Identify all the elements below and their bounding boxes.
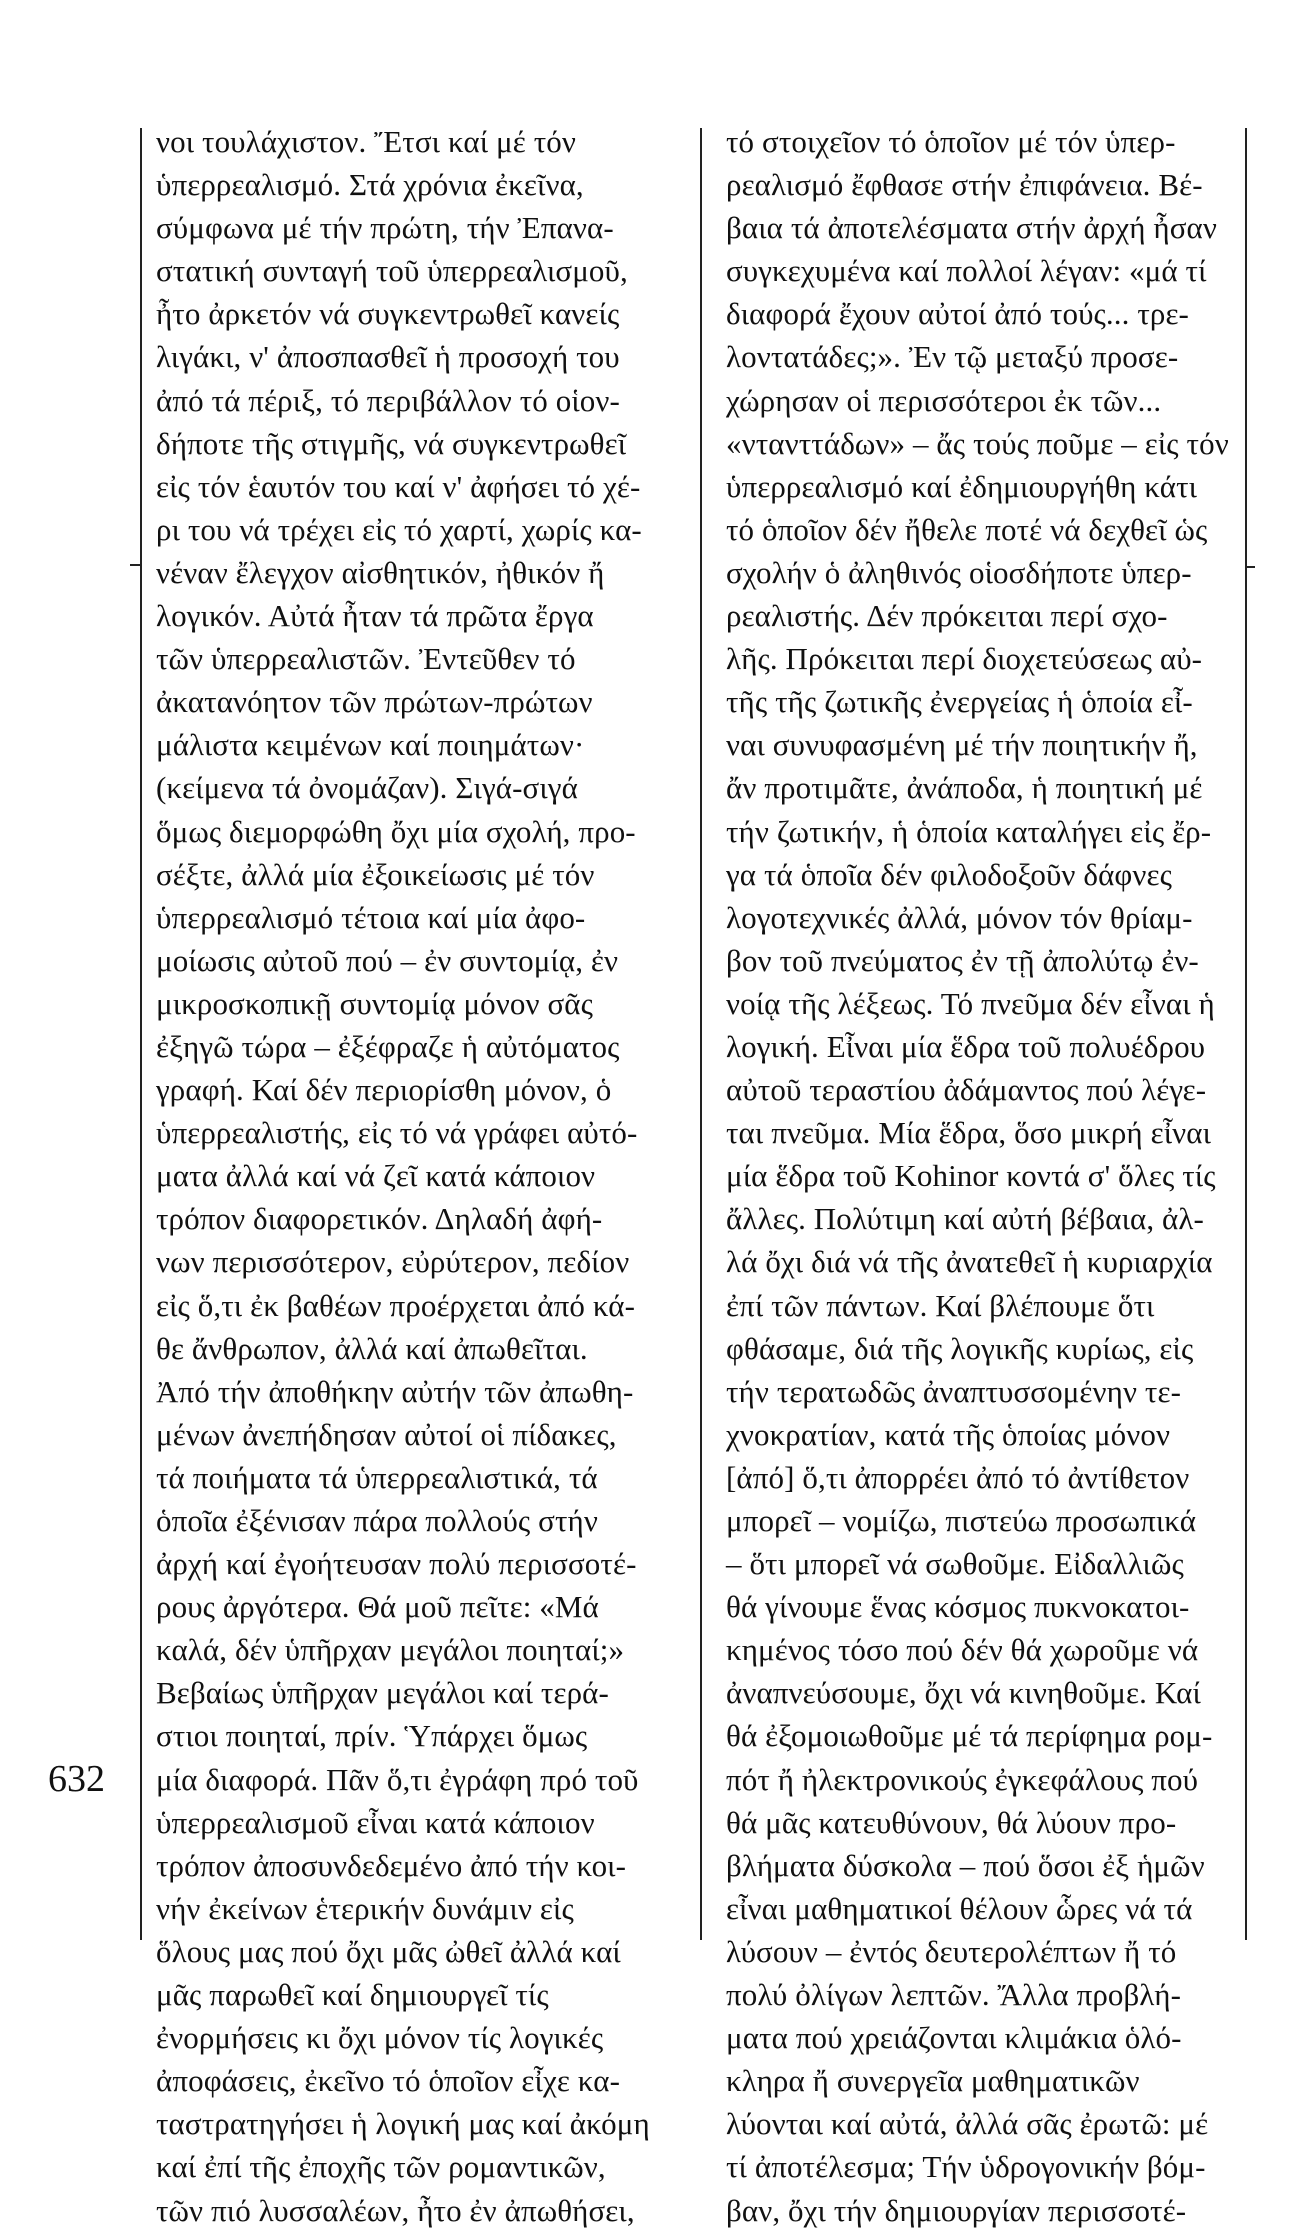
text-line: ρεαλισμό ἔφθασε στήν ἐπιφάνεια. Βέ- — [726, 167, 1203, 203]
text-line: ματα πού χρειάζονται κλιμάκια ὁλό- — [726, 2020, 1182, 2056]
text-line: γα τά ὁποῖα δέν φιλοδοξοῦν δάφνες — [726, 856, 1173, 892]
text-line: ὑπερρεαλιστής, εἰς τό νά γράφει αὐτό- — [156, 1115, 638, 1151]
text-line: καλά, δέν ὑπῆρχαν μεγάλοι ποιηταί;» — [156, 1632, 625, 1668]
text-line: ἐνορμήσεις κι ὄχι μόνον τίς λογικές — [156, 2020, 604, 2056]
text-line: πολύ ὀλίγων λεπτῶν. Ἄλλα προβλή- — [726, 1977, 1182, 2013]
text-line: μία διαφορά. Πᾶν ὅ,τι ἐγράφη πρό τοῦ — [156, 1761, 639, 1797]
text-line: λῆς. Πρόκειται περί διοχετεύσεως αὐ- — [726, 641, 1203, 677]
text-line: ἀναπνεύσουμε, ὄχι νά κινηθοῦμε. Καί — [726, 1675, 1201, 1711]
text-line: ρι του νά τρέχει εἰς τό χαρτί, χωρίς κα- — [156, 511, 642, 547]
right-text-column — [726, 120, 1236, 2232]
text-line: αὐτοῦ τεραστίου ἀδάμαντος πού λέγε- — [726, 1072, 1207, 1108]
text-line: δήποτε τῆς στιγμῆς, νά συγκεντρωθεῖ — [156, 425, 627, 461]
text-line: τῆς τῆς ζωτικῆς ἐνεργείας ἡ ὁποία εἶ- — [726, 684, 1193, 720]
left-text-column — [156, 120, 676, 2232]
text-line: μικροσκοπικῇ συντομίᾳ μόνον σᾶς — [156, 985, 593, 1021]
text-line: ἀπό τά πέριξ, τό περιβάλλον τό οἱον- — [156, 382, 620, 418]
text-line: μία ἕδρα τοῦ Kohinor κοντά σ' ὅλες τίς — [726, 1158, 1216, 1194]
text-line: φθάσαμε, διά τῆς λογικῆς κυρίως, εἰς — [726, 1330, 1194, 1366]
text-line: Βεβαίως ὑπῆρχαν μεγάλοι καί τερά- — [156, 1675, 609, 1711]
margin-tick-mark — [130, 564, 140, 566]
margin-tick-mark — [1245, 566, 1255, 568]
text-line: (κείμενα τά ὀνομάζαν). Σιγά-σιγά — [156, 770, 578, 806]
text-line: τί ἀποτέλεσμα; Τήν ὑδρογονικήν βόμ- — [726, 2149, 1206, 2185]
text-line: ὁποῖα ἐξένισαν πάρα πολλούς στήν — [156, 1503, 598, 1538]
text-line: στατική συνταγή τοῦ ὑπερρεαλισμοῦ, — [156, 253, 628, 289]
text-line: εἰς ὅ,τι ἐκ βαθέων προέρχεται ἀπό κά- — [156, 1287, 636, 1323]
text-line: νοίᾳ τῆς λέξεως. Τό πνεῦμα δέν εἶναι ἡ — [726, 985, 1215, 1021]
text-line: νων περισσότερον, εὐρύτερον, πεδίον — [156, 1244, 630, 1280]
text-line: ἄλλες. Πολύτιμη καί αὐτή βέβαια, ἀλ- — [726, 1201, 1204, 1237]
text-line: χνοκρατίαν, κατά τῆς ὁποίας μόνον — [726, 1416, 1171, 1452]
text-line: σέξτε, ἀλλά μία ἐξοικείωσις μέ τόν — [156, 856, 595, 892]
text-line: [ἀπό] ὅ,τι ἀπορρέει ἀπό τό ἀντίθετον — [726, 1459, 1190, 1495]
text-line: ὅμως διεμορφώθη ὄχι μία σχολή, προ- — [156, 813, 636, 849]
text-line: τῶν ὑπερρεαλιστῶν. Ἐντεῦθεν τό — [156, 641, 576, 677]
text-line: ἀρχή καί ἐγοήτευσαν πολύ περισσοτέ- — [156, 1546, 637, 1582]
text-line: εἰς τόν ἑαυτόν του καί ν' ἀφήσει τό χέ- — [156, 468, 641, 504]
text-line: ρους ἀργότερα. Θά μοῦ πεῖτε: «Μά — [156, 1589, 599, 1625]
text-line: Ἀπό τήν ἀποθήκην αὐτήν τῶν ἀπωθη- — [156, 1373, 634, 1409]
text-line: ὑπερρεαλισμό καί ἐδημιουργήθη κάτι — [726, 468, 1198, 504]
right-margin-rule — [1245, 128, 1247, 1940]
text-line: κημένος τόσο πού δέν θά χωροῦμε νά — [726, 1632, 1199, 1668]
text-line: χώρησαν οἱ περισσότεροι ἐκ τῶν... — [726, 382, 1162, 418]
text-line: μοίωσις αὐτοῦ πού – ἐν συντομίᾳ, ἐν — [156, 942, 619, 978]
text-line: ὑπερρεαλισμό τέτοια καί μία ἀφο- — [156, 899, 586, 935]
text-line: πότ ἤ ἠλεκτρονικούς ἐγκεφάλους πού — [726, 1761, 1199, 1797]
text-line: βλήματα δύσκολα – πού ὅσοι ἐξ ἡμῶν — [726, 1847, 1205, 1883]
text-line: ναι συνυφασμένη μέ τήν ποιητικήν ἤ, — [726, 727, 1198, 763]
text-line: ματα ἀλλά καί νά ζεῖ κατά κάποιον — [156, 1158, 596, 1194]
text-line: λοντατάδες;». Ἐν τῷ μεταξύ προσε- — [726, 339, 1179, 375]
text-line: μπορεῖ – νομίζω, πιστεύω προσωπικά — [726, 1503, 1197, 1538]
text-line: σχολήν ὁ ἀληθινός οἱοσδήποτε ὑπερ- — [726, 554, 1192, 590]
text-line: λογοτεχνικές ἀλλά, μόνον τόν θρίαμ- — [726, 899, 1193, 935]
text-line: λύονται καί αὐτά, ἀλλά σᾶς ἐρωτῶ: μέ — [726, 2106, 1209, 2142]
text-line: μᾶς παρωθεῖ καί δημιουργεῖ τίς — [156, 1977, 549, 2013]
text-line: ἄν προτιμᾶτε, ἀνάποδα, ἡ ποιητική μέ — [726, 770, 1203, 806]
text-line: τρόπον διαφορετικόν. Δηλαδή ἀφή- — [156, 1201, 603, 1237]
text-line: κληρα ἤ συνεργεῖα μαθηματικῶν — [726, 2063, 1140, 2099]
page-number: 632 — [48, 1758, 105, 1800]
text-line: ἦτο ἀρκετόν νά συγκεντρωθεῖ κανείς — [156, 296, 620, 332]
text-line: – ὅτι μπορεῖ νά σωθοῦμε. Εἰδαλλιῶς — [726, 1546, 1184, 1582]
text-line: λογική. Εἶναι μία ἕδρα τοῦ πολυέδρου — [726, 1028, 1206, 1064]
text-line: ταστρατηγήσει ἡ λογική μας καί ἀκόμη — [156, 2106, 650, 2142]
text-line: τῶν πιό λυσσαλέων, ἦτο ἐν ἀπωθήσει, — [156, 2192, 635, 2228]
text-line: μένων ἀνεπήδησαν αὐτοί οἱ πίδακες, — [156, 1416, 617, 1452]
text-line: βαια τά ἀποτελέσματα στήν ἀρχή ἦσαν — [726, 210, 1217, 246]
text-line: βαν, ὄχι τήν δημιουργίαν περισσοτέ- — [726, 2192, 1187, 2228]
text-line: καί ἐπί τῆς ἐποχῆς τῶν ρομαντικῶν, — [156, 2149, 606, 2185]
text-line: τήν ζωτικήν, ἡ ὁποία καταλήγει εἰς ἔρ- — [726, 813, 1212, 849]
text-line: θε ἄνθρωπον, ἀλλά καί ἀπωθεῖται. — [156, 1330, 588, 1366]
text-line: νέναν ἔλεγχον αἰσθητικόν, ἠθικόν ἤ — [156, 554, 605, 590]
text-line: εἶναι μαθηματικοί θέλουν ὧρες νά τά — [726, 1890, 1193, 1926]
text-line: ὅλους μας πού ὄχι μᾶς ὠθεῖ ἀλλά καί — [156, 1933, 621, 1969]
text-line: γραφή. Καί δέν περιορίσθη μόνον, ὁ — [156, 1072, 612, 1108]
text-line: βον τοῦ πνεύματος ἐν τῇ ἀπολύτῳ ἐν- — [726, 942, 1199, 978]
text-line: ται πνεῦμα. Μία ἕδρα, ὅσο μικρή εἶναι — [726, 1115, 1212, 1151]
text-line: τά ποιήματα τά ὑπερρεαλιστικά, τά — [156, 1459, 598, 1495]
text-line: θά μᾶς κατευθύνουν, θά λύουν προ- — [726, 1804, 1177, 1840]
text-line: τό στοιχεῖον τό ὁποῖον μέ τόν ὑπερ- — [726, 124, 1176, 159]
text-line: συγκεχυμένα καί πολλοί λέγαν: «μά τί — [726, 253, 1207, 289]
text-line: ὑπερρεαλισμοῦ εἶναι κατά κάποιον — [156, 1804, 595, 1840]
text-line: θά γίνουμε ἕνας κόσμος πυκνοκατοι- — [726, 1589, 1190, 1625]
text-line: τό ὁποῖον δέν ἤθελε ποτέ νά δεχθεῖ ὡς — [726, 511, 1208, 547]
text-line: ἀποφάσεις, ἐκεῖνο τό ὁποῖον εἶχε κα- — [156, 2063, 620, 2099]
text-line: ὑπερρεαλισμό. Στά χρόνια ἐκεῖνα, — [156, 167, 584, 203]
text-line: διαφορά ἔχουν αὐτοί ἀπό τούς... τρε- — [726, 296, 1189, 332]
text-line: «ντανττάδων» – ἄς τούς ποῦμε – εἰς τόν — [726, 425, 1229, 461]
text-line: ἀκατανόητον τῶν πρώτων-πρώτων — [156, 684, 593, 720]
text-line: τήν τερατωδῶς ἀναπτυσσομένην τε- — [726, 1373, 1182, 1409]
text-line: λά ὄχι διά νά τῆς ἀνατεθεῖ ἡ κυριαρχία — [726, 1244, 1213, 1280]
text-line: ἐπί τῶν πάντων. Καί βλέπουμε ὅτι — [726, 1287, 1155, 1323]
text-line: λιγάκι, ν' ἀποσπασθεῖ ἡ προσοχή του — [156, 339, 620, 375]
text-line: νήν ἐκείνων ἑτερικήν δυνάμιν εἰς — [156, 1890, 574, 1926]
text-line: τρόπον ἀποσυνδεδεμένο ἀπό τήν κοι- — [156, 1847, 627, 1883]
text-line: θά ἐξομοιωθοῦμε μέ τά περίφημα ρομ- — [726, 1718, 1213, 1754]
text-line: μάλιστα κειμένων καί ποιημάτων· — [156, 727, 585, 763]
text-line: ρεαλιστής. Δέν πρόκειται περί σχο- — [726, 598, 1168, 634]
text-line: σύμφωνα μέ τήν πρώτη, τήν Ἐπανα- — [156, 210, 614, 246]
text-line: ἐξηγῶ τώρα – ἐξέφραζε ἡ αὐτόματος — [156, 1028, 620, 1064]
text-line: λύσουν – ἐντός δευτερολέπτων ἤ τό — [726, 1933, 1177, 1969]
column-divider-rule — [700, 128, 702, 1940]
left-margin-rule — [140, 128, 142, 1940]
text-line: στιοι ποιηταί, πρίν. Ὑπάρχει ὅμως — [156, 1718, 588, 1754]
text-line: λογικόν. Αὐτά ἦταν τά πρῶτα ἔργα — [156, 598, 594, 634]
text-line: νοι τουλάχιστον. Ἔτσι καί μέ τόν — [156, 124, 577, 159]
